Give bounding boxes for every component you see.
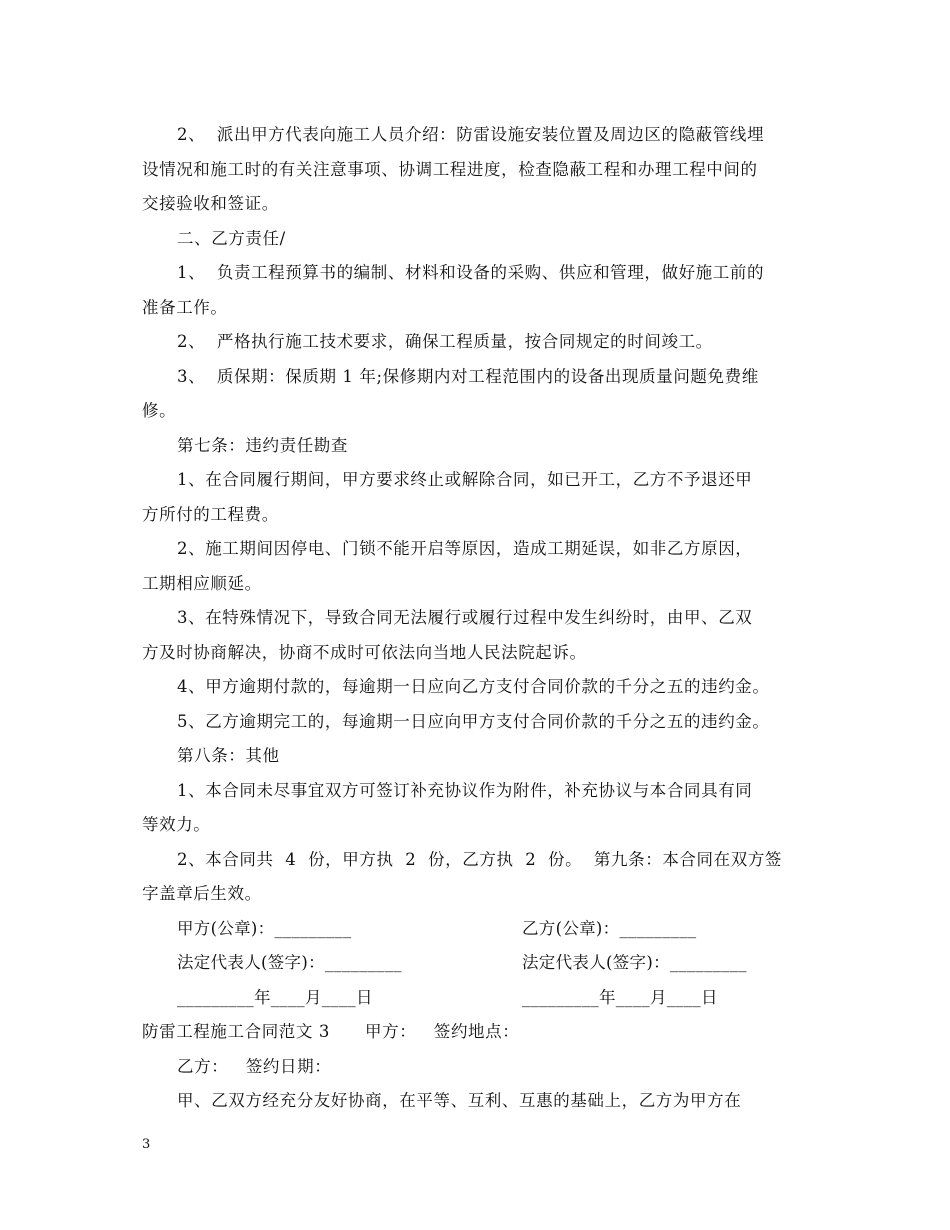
paragraph-line: 2、 派出甲方代表向施工人员介绍：防雷设施安装位置及周边区的隐蔽管线埋 — [177, 125, 765, 144]
paragraph-line: 交接验收和签证。 — [142, 194, 279, 213]
paragraph-line: 工期相应顺延。 — [142, 574, 262, 593]
paragraph-line: 方及时协商解决，协商不成时可依法向当地人民法院起诉。 — [142, 643, 587, 662]
paragraph-line: 3、 质保期：保质期 1 年;保修期内对工程范围内的设备出现质量问题免费维 — [177, 367, 759, 386]
paragraph-line: 设情况和施工时的有关注意事项、协调工程进度，检查隐蔽工程和办理工程中间的 — [142, 160, 758, 179]
paragraph-line: 4、甲方逾期付款的，每逾期一日应向乙方支付合同价款的千分之五的违约金。 — [177, 677, 770, 696]
section-heading: 第七条：违约责任勘查 — [177, 436, 348, 455]
paragraph-line: 3、在特殊情况下，导致合同无法履行或履行过程中发生纠纷时，由甲、乙双 — [177, 608, 753, 627]
section-heading: 二、乙方责任/ — [177, 229, 286, 248]
party-b-date-field: _________年____月____日 — [522, 988, 718, 1007]
party-b-representative-field: 法定代表人(签字)：_________ — [522, 953, 747, 972]
page-number: 3 — [142, 1137, 151, 1152]
paragraph-line: 乙方： 签约日期： — [177, 1057, 332, 1076]
paragraph-line: 甲、乙双方经充分友好协商，在平等、互利、互惠的基础上，乙方为甲方在 — [177, 1091, 742, 1110]
paragraph-line: 1、在合同履行期间，甲方要求终止或解除合同，如已开工，乙方不予退还甲 — [177, 470, 753, 489]
paragraph-line: 1、 负责工程预算书的编制、材料和设备的采购、供应和管理，做好施工前的 — [177, 263, 765, 282]
paragraph-line: 等效力。 — [142, 815, 211, 834]
section-heading: 第八条：其他 — [177, 746, 280, 765]
section-title-line: 防雷工程施工合同范文 3 甲方： 签约地点： — [142, 1022, 520, 1041]
party-a-seal-field: 甲方(公章)：_________ — [177, 919, 352, 938]
paragraph-line: 2、 严格执行施工技术要求，确保工程质量，按合同规定的时间竣工。 — [177, 332, 713, 351]
party-b-seal-field: 乙方(公章)：_________ — [522, 919, 697, 938]
party-a-representative-field: 法定代表人(签字)：_________ — [177, 953, 402, 972]
paragraph-line: 2、本合同共 4 份，甲方执 2 份，乙方执 2 份。 第九条：本合同在双方签 — [177, 850, 783, 869]
paragraph-line: 2、施工期间因停电、门锁不能开启等原因，造成工期延误，如非乙方原因， — [177, 539, 753, 558]
paragraph-line: 5、乙方逾期完工的，每逾期一日应向甲方支付合同价款的千分之五的违约金。 — [177, 712, 770, 731]
paragraph-line: 修。 — [142, 401, 177, 420]
party-a-date-field: _________年____月____日 — [177, 988, 373, 1007]
paragraph-line: 方所付的工程费。 — [142, 505, 279, 524]
paragraph-line: 准备工作。 — [142, 298, 228, 317]
paragraph-line: 1、本合同未尽事宜双方可签订补充协议作为附件，补充协议与本合同具有同 — [177, 781, 753, 800]
paragraph-line: 字盖章后生效。 — [142, 884, 262, 903]
